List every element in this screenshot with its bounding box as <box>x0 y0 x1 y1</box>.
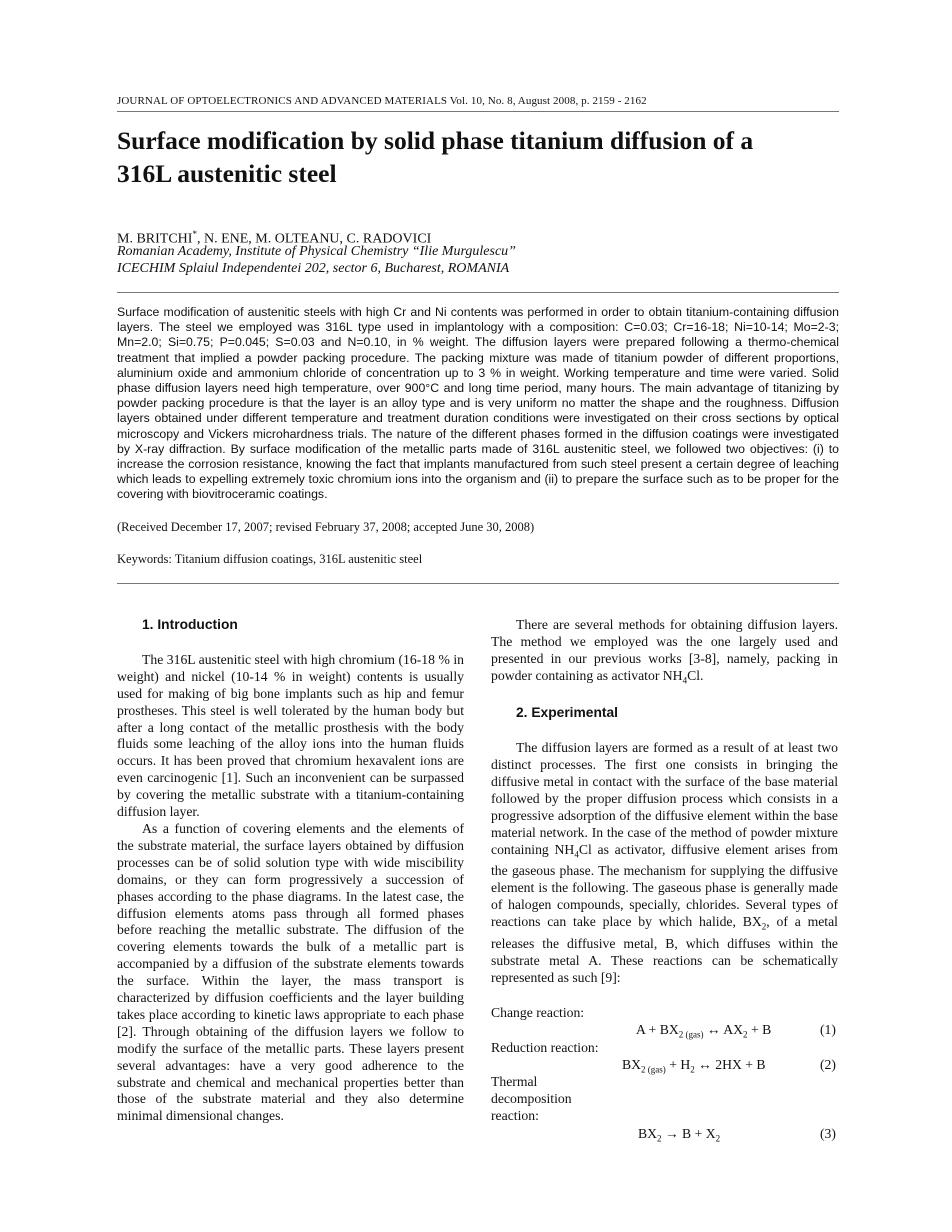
intro-paragraph-1: The 316L austenitic steel with high chromium (16-18 % in weight) and nickel (10-14 % in weight) contents is usually used for making of big bone implants such as hip and femur prostheses. This steel is well tolerated by the human body but after a long contact of the metallic prosthesis with the body fluids some leaching of the alloy ions into the human fluids occurs. It has been proved that chromium hexavalent ions are even carcinogenic [1]. Such an inconvenient can be surpassed by covering the metallic substrate with a titanium-containing diffusion layer. <box>117 651 464 820</box>
eq1-sub-1: 2 (gas) <box>678 1029 704 1040</box>
received-dates: (Received December 17, 2007; revised February 37, 2008; accepted June 30, 2008) <box>117 520 535 534</box>
equation-1 <box>636 1022 771 1040</box>
methods-paragraph <box>491 617 838 689</box>
keywords: Keywords: Titanium diffusion coatings, 316L austenitic steel <box>117 552 423 566</box>
eq1-part-a: A + BX <box>636 1022 679 1037</box>
exp-text-c: , of a metal releases the diffusive metal, B, which diffuses within the substrate metal A. These reactions can be schematically represented as such [9]: <box>491 914 838 985</box>
reaction-label-2: Reduction reaction: <box>491 1040 599 1055</box>
eq3-sub-1: 2 <box>657 1133 662 1144</box>
journal-header: JOURNAL OF OPTOELECTRONICS AND ADVANCED MATERIALS Vol. 10, No. 8, August 2008, p. 2159 - 2162 <box>117 95 647 107</box>
equation-number-2: (2) <box>820 1057 836 1072</box>
title-line-2: 316L austenitic steel <box>117 159 337 188</box>
abstract-top-rule <box>117 292 839 293</box>
equation-2 <box>622 1057 766 1075</box>
author-rest: , N. ENE, M. OLTEANU, C. RADOVICI <box>196 231 432 247</box>
eq1-part-b: ↔ AX <box>703 1022 744 1037</box>
affiliation-2: ICECHIM Splaiul Independentei 202, sector 6, Bucharest, ROMANIA <box>117 261 510 276</box>
eq1-part-c: + B <box>747 1022 772 1037</box>
corresponding-marker: * <box>192 229 197 239</box>
experimental-paragraph <box>491 740 838 986</box>
exp-text-b: Cl as activator, diffusive element arises from the gaseous phase. The mechanism for supplying the diffusive element is the following. The gaseous phase is generally made of halogen compounds, specially, chlorides. Several types of reactions can take place by which halide, BX <box>491 841 838 930</box>
equation-number-3: (3) <box>820 1126 836 1141</box>
methods-text: There are several methods for obtaining diffusion layers. The method we employed was the one largely used and presented in our previous works [3-8], namely, packing in powder containing as activator NH <box>491 617 838 683</box>
eq3-part-b: → B + X <box>661 1126 716 1141</box>
eq2-sub-1: 2 (gas) <box>641 1064 666 1075</box>
author-first: M. BRITCHI <box>117 231 193 247</box>
equation-number-1: (1) <box>820 1022 836 1037</box>
right-column <box>491 617 838 986</box>
left-column <box>117 617 464 1125</box>
methods-end: Cl. <box>687 667 704 683</box>
abstract: Surface modification of austenitic steels with high Cr and Ni contents was performed in order to obtain titanium-containing diffusion layers. The steel we employed was 316L type used in implantology with a composition: C=0.03; Cr=16-18; Ni=10-14; Mo=2-3; Mn=2.0; Si=0.75; P=0.045; S=0.03 and N=0.10, in % weight. The diffusion layers were prepared following a thermo-chemical treatment that implied a powder packing procedure. The packing mixture was made of titanium powder of different proportions, aluminium oxide and ammonium chloride of concentration up to 3 % in weight. Working temperature and time were varied. Solid phase diffusion layers need high temperature, over 900°C and long time period, many hours. The main advantage of titanizing by powder packing procedure is that the layer is an alloy type and is very uniform no matter the shape and the roughness. Diffusion layers obtained under different temperature and treatment duration conditions were investigated on their cross sections by optical microscopy and Vickers microhardness trials. The nature of the different phases formed in the diffusion coatings were investigated by X-ray diffraction. By surface modification of the metallic parts made of 316L austenitic steel, we followed two objectives: (i) to increase the corrosion resistance, knowing the fact that implants manufactured from such steel present a certain degree of leaching which leads to expelling extremely toxic chromium ions into the organism and (ii) to prepare the surface such as to be proper for the covering with biovitroceramic coatings. <box>117 305 839 502</box>
intro-heading: 1. Introduction <box>142 617 238 632</box>
exp-sub-1: 4 <box>574 849 579 860</box>
exp-sub-2: 2 <box>761 921 767 932</box>
exp-text-a: The diffusion layers are formed as a result of at least two distinct processes. The first one consists in bringing the diffusive metal in contact with the surface of the base material followed by the proper diffusion process which consists in a progressive adsorption of the diffusive element within the base material network. In the case of the method of powder mixture containing NH <box>491 740 838 857</box>
header-rule <box>117 111 839 112</box>
eq3-part-a: BX <box>638 1126 658 1141</box>
title-line-1: Surface modification by solid phase titanium diffusion of a <box>117 126 754 155</box>
paper-title <box>117 124 857 190</box>
experimental-heading: 2. Experimental <box>516 705 618 721</box>
reaction-label-1: Change reaction: <box>491 1005 585 1020</box>
intro-paragraph-2: As a function of covering elements and the elements of the substrate material, the surface layers obtained by diffusion processes can be of solid solution type with wide miscibility domains, or they can form progressively a succession of phases according to the phase diagrams. In the latest case, the diffusion elements atoms pass through all formed phases before reaching the metallic substrate. The diffusion of the covering elements towards the bulk of a metallic part is accompanied by a diffusion of the substrate elements towards the surface. Within the layer, the mass transport is characterized by diffusion coefficients and the layer building takes place according to kinetic laws appropriate to each phase [2]. Through obtaining of the diffusion layers we follow to modify the surface of the metallic parts. These layers present several advantages: have a very good adherence to the substrate and chemical and mechanical properties better than those of the substrate material and they also determine minimal dimensional changes. <box>117 820 464 1124</box>
eq2-sub-2: 2 <box>690 1064 695 1075</box>
eq3-sub-2: 2 <box>715 1133 721 1144</box>
reaction-label-3: Thermal decomposition reaction: <box>491 1074 572 1123</box>
eq2-part-b: + H <box>665 1057 691 1072</box>
methods-subscript: 4 <box>682 675 688 686</box>
eq1-sub-2: 2 <box>743 1029 748 1040</box>
affiliation-1: Romanian Academy, Institute of Physical Chemistry “Ilie Murgulescu” <box>117 244 516 259</box>
eq2-part-a: BX <box>622 1057 642 1072</box>
eq2-part-c: ↔ 2HX + B <box>694 1057 766 1072</box>
equation-3 <box>638 1126 720 1144</box>
abstract-bottom-rule <box>117 583 839 584</box>
